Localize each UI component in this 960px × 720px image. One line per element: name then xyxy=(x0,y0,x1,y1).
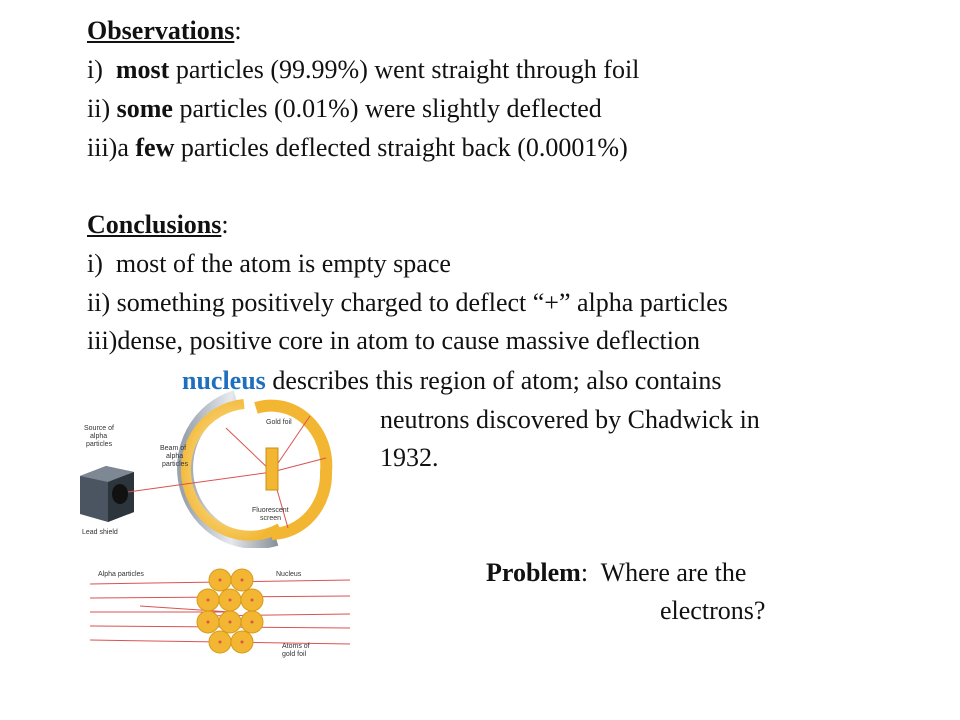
beam-label-3: particles xyxy=(162,461,189,468)
screen-label-2: screen xyxy=(260,515,282,522)
alpha-beams xyxy=(128,416,326,528)
observation-3-rest: particles deflected straight back (0.0001%) xyxy=(174,133,628,162)
observations-heading: Observations xyxy=(87,16,235,45)
gold-foil-label: Gold foil xyxy=(266,419,292,426)
problem-line-2: electrons? xyxy=(660,596,766,625)
observation-2-rest: particles (0.01%) were slightly deflected xyxy=(172,94,602,123)
observation-item-2 xyxy=(87,94,602,124)
source-label-2: alpha xyxy=(90,433,108,440)
conclusions-heading: Conclusions xyxy=(87,210,222,239)
observation-1-bold: most xyxy=(115,55,170,84)
source-label-3: particles xyxy=(86,441,113,448)
problem-label: Problem xyxy=(486,558,581,587)
atoms-label-1: Atoms of xyxy=(282,643,310,650)
observation-2-bold: some xyxy=(116,94,173,123)
gold-foil-apparatus-figure xyxy=(76,388,366,548)
neutron-line-2: 1932. xyxy=(380,443,439,472)
beam-label-1: Beam of xyxy=(160,445,187,452)
observations-heading-colon: : xyxy=(234,16,242,45)
neutron-line-1: neutrons discovered by Chadwick in xyxy=(380,405,760,434)
problem-line-1 xyxy=(486,558,746,588)
gold-foil-sheet xyxy=(266,448,278,490)
atoms-label-2: gold foil xyxy=(282,651,307,658)
conclusion-item-1: i) most of the atom is empty space xyxy=(87,249,451,278)
alpha-particles-label: Alpha particles xyxy=(98,571,144,578)
observation-3-bold: few xyxy=(135,133,175,162)
lead-shield-box xyxy=(80,466,134,522)
gold-atoms-cluster xyxy=(197,569,263,653)
nucleus-diagram-label: Nucleus xyxy=(276,571,302,578)
source-label-1: Source of xyxy=(84,425,114,432)
problem-text: : Where are the xyxy=(580,558,747,587)
beam-label-2: alpha xyxy=(166,453,184,460)
conclusions-heading-line xyxy=(87,210,229,240)
screen-label-1: Fluorescent xyxy=(252,507,289,514)
conclusion-item-2: ii) something positively charged to deflect “+” alpha particles xyxy=(87,288,728,317)
observation-1-prefix: i) xyxy=(87,55,116,84)
observation-1-rest: particles (99.99%) went straight through foil xyxy=(169,55,640,84)
observation-item-1 xyxy=(87,55,639,85)
conclusion-item-3: iii)dense, positive core in atom to cause massive deflection xyxy=(87,326,700,355)
observations-heading-line xyxy=(87,16,242,46)
nucleus-rest: describes this region of atom; also contains xyxy=(265,366,722,395)
observation-3-prefix: iii)a xyxy=(87,133,136,162)
shield-label: Lead shield xyxy=(82,529,118,536)
gold-atoms-figure xyxy=(80,556,370,666)
fluorescent-screen-ring xyxy=(185,398,326,541)
observation-2-prefix: ii) xyxy=(87,94,117,123)
nucleus-word: nucleus xyxy=(182,366,266,395)
observation-item-3 xyxy=(87,133,628,163)
conclusions-heading-colon: : xyxy=(221,210,229,239)
